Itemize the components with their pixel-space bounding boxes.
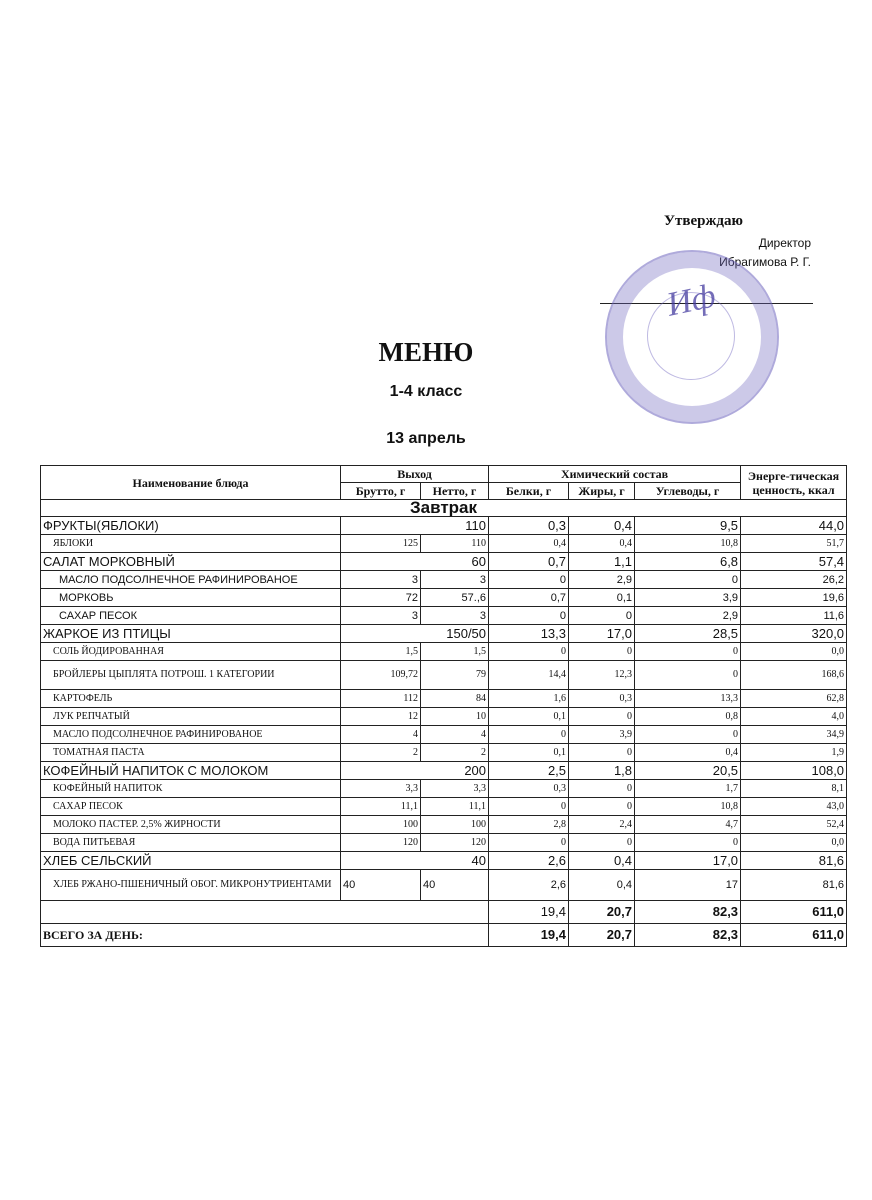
ingredient-row (41, 690, 847, 708)
energy-value: 11,6 (741, 607, 847, 625)
energy-value: 51,7 (741, 535, 847, 553)
ingredient-row (41, 661, 847, 690)
netto-value: 110 (421, 535, 489, 553)
protein-value: 0 (489, 643, 569, 661)
subtotal-fat: 20,7 (569, 901, 635, 924)
energy-value: 0,0 (741, 643, 847, 661)
brutto-value: 3 (341, 571, 421, 589)
approval-title: Утверждаю (664, 213, 743, 229)
ingredient-row (41, 870, 847, 901)
fat-value: 0 (569, 607, 635, 625)
protein-value: 0 (489, 571, 569, 589)
energy-value: 43,0 (741, 798, 847, 816)
dish-name: ФРУКТЫ(ЯБЛОКИ) (41, 517, 341, 535)
carbs-value: 0 (635, 834, 741, 852)
energy-value: 34,9 (741, 726, 847, 744)
dish-name: ЖАРКОЕ ИЗ ПТИЦЫ (41, 625, 341, 643)
brutto-value: 3,3 (341, 780, 421, 798)
fat-value: 0 (569, 798, 635, 816)
brutto-value: 72 (341, 589, 421, 607)
fat-value: 3,9 (569, 726, 635, 744)
fat-value: 17,0 (569, 625, 635, 643)
dish-row (41, 852, 847, 870)
fat-value: 0,4 (569, 870, 635, 901)
netto-value: 40 (421, 870, 489, 901)
brutto-value: 2 (341, 744, 421, 762)
dish-name: КОФЕЙНЫЙ НАПИТОК С МОЛОКОМ (41, 762, 341, 780)
energy-value: 44,0 (741, 517, 847, 535)
signature: Иф (663, 277, 719, 324)
energy-value: 320,0 (741, 625, 847, 643)
energy-value: 62,8 (741, 690, 847, 708)
protein-value: 0,3 (489, 780, 569, 798)
total-carbs: 82,3 (635, 924, 741, 947)
grade-label: 1-4 класс (389, 383, 463, 400)
energy-value: 26,2 (741, 571, 847, 589)
protein-value: 0,4 (489, 535, 569, 553)
dish-row (41, 625, 847, 643)
carbs-value: 13,3 (635, 690, 741, 708)
fat-value: 0,3 (569, 690, 635, 708)
date-label: 13 апрель (386, 430, 466, 447)
carbs-value: 4,7 (635, 816, 741, 834)
carbs-value: 0 (635, 643, 741, 661)
protein-value: 14,4 (489, 661, 569, 690)
dish-output: 60 (341, 553, 489, 571)
total-energy: 611,0 (741, 924, 847, 947)
ingredient-name: СОЛЬ ЙОДИРОВАННАЯ (41, 643, 341, 661)
netto-value: 10 (421, 708, 489, 726)
fat-value: 0 (569, 744, 635, 762)
ingredient-name: МАСЛО ПОДСОЛНЕЧНОЕ РАФИНИРОВАНОЕ (41, 571, 341, 589)
fat-value: 0,4 (569, 852, 635, 870)
ingredient-name: САХАР ПЕСОК (41, 798, 341, 816)
dish-name: САЛАТ МОРКОВНЫЙ (41, 553, 341, 571)
ingredient-name: САХАР ПЕСОК (41, 607, 341, 625)
netto-value: 79 (421, 661, 489, 690)
carbs-value: 9,5 (635, 517, 741, 535)
brutto-value: 112 (341, 690, 421, 708)
ingredient-name: КАРТОФЕЛЬ (41, 690, 341, 708)
carbs-value: 2,9 (635, 607, 741, 625)
protein-value: 0 (489, 834, 569, 852)
total-label: ВСЕГО ЗА ДЕНЬ: (41, 924, 489, 947)
brutto-value: 125 (341, 535, 421, 553)
brutto-value: 4 (341, 726, 421, 744)
netto-value: 4 (421, 726, 489, 744)
carbs-value: 28,5 (635, 625, 741, 643)
col-fat: Жиры, г (569, 483, 635, 500)
col-carbs: Углеводы, г (635, 483, 741, 500)
carbs-value: 10,8 (635, 535, 741, 553)
ingredient-name: МАСЛО ПОДСОЛНЕЧНОЕ РАФИНИРОВАНОЕ (41, 726, 341, 744)
ingredient-row (41, 643, 847, 661)
col-dish-name: Наименование блюда (41, 466, 341, 500)
page-title: МЕНЮ (378, 337, 474, 367)
energy-value: 81,6 (741, 852, 847, 870)
ingredient-row (41, 535, 847, 553)
energy-value: 52,4 (741, 816, 847, 834)
energy-value: 57,4 (741, 553, 847, 571)
ingredient-name: МОРКОВЬ (41, 589, 341, 607)
protein-value: 0,7 (489, 553, 569, 571)
dish-output: 110 (341, 517, 489, 535)
fat-value: 0 (569, 643, 635, 661)
ingredient-row (41, 816, 847, 834)
carbs-value: 17,0 (635, 852, 741, 870)
netto-value: 11,1 (421, 798, 489, 816)
brutto-value: 40 (341, 870, 421, 901)
carbs-value: 20,5 (635, 762, 741, 780)
approval-role: Директор (758, 236, 811, 250)
dish-row (41, 517, 847, 535)
ingredient-name: ЛУК РЕПЧАТЫЙ (41, 708, 341, 726)
netto-value: 120 (421, 834, 489, 852)
carbs-value: 3,9 (635, 589, 741, 607)
subtotal-row (41, 901, 847, 924)
netto-value: 100 (421, 816, 489, 834)
carbs-value: 10,8 (635, 798, 741, 816)
energy-value: 4,0 (741, 708, 847, 726)
col-energy: Энерге-тическая ценность, ккал (741, 466, 847, 500)
ingredient-row (41, 834, 847, 852)
carbs-value: 0,4 (635, 744, 741, 762)
dish-row (41, 762, 847, 780)
subtotal-label (41, 901, 489, 924)
ingredient-row (41, 798, 847, 816)
protein-value: 0 (489, 798, 569, 816)
ingredient-name: ВОДА ПИТЬЕВАЯ (41, 834, 341, 852)
fat-value: 1,8 (569, 762, 635, 780)
brutto-value: 100 (341, 816, 421, 834)
section-breakfast: Завтрак (41, 500, 847, 517)
menu-table (40, 465, 847, 947)
brutto-value: 12 (341, 708, 421, 726)
dish-output: 150/50 (341, 625, 489, 643)
protein-value: 0,7 (489, 589, 569, 607)
fat-value: 0 (569, 780, 635, 798)
protein-value: 0 (489, 726, 569, 744)
col-output: Выход (341, 466, 489, 483)
protein-value: 2,6 (489, 852, 569, 870)
fat-value: 0,4 (569, 517, 635, 535)
carbs-value: 0 (635, 571, 741, 589)
dish-output: 200 (341, 762, 489, 780)
ingredient-name: ХЛЕБ РЖАНО-ПШЕНИЧНЫЙ ОБОГ. МИКРОНУТРИЕНТАМИ (41, 870, 341, 901)
ingredient-row (41, 589, 847, 607)
brutto-value: 120 (341, 834, 421, 852)
ingredient-name: ТОМАТНАЯ ПАСТА (41, 744, 341, 762)
energy-value: 168,6 (741, 661, 847, 690)
protein-value: 0,1 (489, 708, 569, 726)
netto-value: 2 (421, 744, 489, 762)
brutto-value: 3 (341, 607, 421, 625)
ingredient-row (41, 607, 847, 625)
fat-value: 2,4 (569, 816, 635, 834)
protein-value: 1,6 (489, 690, 569, 708)
ingredient-name: МОЛОКО ПАСТЕР. 2,5% ЖИРНОСТИ (41, 816, 341, 834)
energy-value: 1,9 (741, 744, 847, 762)
ingredient-row (41, 744, 847, 762)
brutto-value: 109,72 (341, 661, 421, 690)
carbs-value: 0 (635, 726, 741, 744)
netto-value: 3,3 (421, 780, 489, 798)
protein-value: 0 (489, 607, 569, 625)
protein-value: 2,6 (489, 870, 569, 901)
subtotal-carbs: 82,3 (635, 901, 741, 924)
carbs-value: 6,8 (635, 553, 741, 571)
ingredient-row (41, 780, 847, 798)
ingredient-name: КОФЕЙНЫЙ НАПИТОК (41, 780, 341, 798)
energy-value: 108,0 (741, 762, 847, 780)
fat-value: 0 (569, 834, 635, 852)
energy-value: 8,1 (741, 780, 847, 798)
ingredient-name: БРОЙЛЕРЫ ЦЫПЛЯТА ПОТРОШ. 1 КАТЕГОРИИ (41, 661, 341, 690)
carbs-value: 0 (635, 661, 741, 690)
netto-value: 57.,6 (421, 589, 489, 607)
fat-value: 1,1 (569, 553, 635, 571)
protein-value: 0,1 (489, 744, 569, 762)
col-protein: Белки, г (489, 483, 569, 500)
dish-row (41, 553, 847, 571)
col-brutto: Брутто, г (341, 483, 421, 500)
col-chemical: Химический состав (489, 466, 741, 483)
carbs-value: 1,7 (635, 780, 741, 798)
energy-value: 81,6 (741, 870, 847, 901)
netto-value: 3 (421, 571, 489, 589)
total-row (41, 924, 847, 947)
protein-value: 0,3 (489, 517, 569, 535)
protein-value: 13,3 (489, 625, 569, 643)
carbs-value: 17 (635, 870, 741, 901)
ingredient-row (41, 571, 847, 589)
fat-value: 0,1 (569, 589, 635, 607)
brutto-value: 11,1 (341, 798, 421, 816)
subtotal-protein: 19,4 (489, 901, 569, 924)
brutto-value: 1,5 (341, 643, 421, 661)
ingredient-row (41, 708, 847, 726)
fat-value: 0 (569, 708, 635, 726)
col-netto: Нетто, г (421, 483, 489, 500)
energy-value: 19,6 (741, 589, 847, 607)
dish-name: ХЛЕБ СЕЛЬСКИЙ (41, 852, 341, 870)
ingredient-row (41, 726, 847, 744)
ingredient-name: ЯБЛОКИ (41, 535, 341, 553)
fat-value: 0,4 (569, 535, 635, 553)
netto-value: 84 (421, 690, 489, 708)
total-protein: 19,4 (489, 924, 569, 947)
dish-output: 40 (341, 852, 489, 870)
carbs-value: 0,8 (635, 708, 741, 726)
approval-name: Ибрагимова Р. Г. (719, 255, 811, 269)
protein-value: 2,8 (489, 816, 569, 834)
fat-value: 2,9 (569, 571, 635, 589)
netto-value: 1,5 (421, 643, 489, 661)
fat-value: 12,3 (569, 661, 635, 690)
energy-value: 0,0 (741, 834, 847, 852)
subtotal-energy: 611,0 (741, 901, 847, 924)
protein-value: 2,5 (489, 762, 569, 780)
total-fat: 20,7 (569, 924, 635, 947)
netto-value: 3 (421, 607, 489, 625)
